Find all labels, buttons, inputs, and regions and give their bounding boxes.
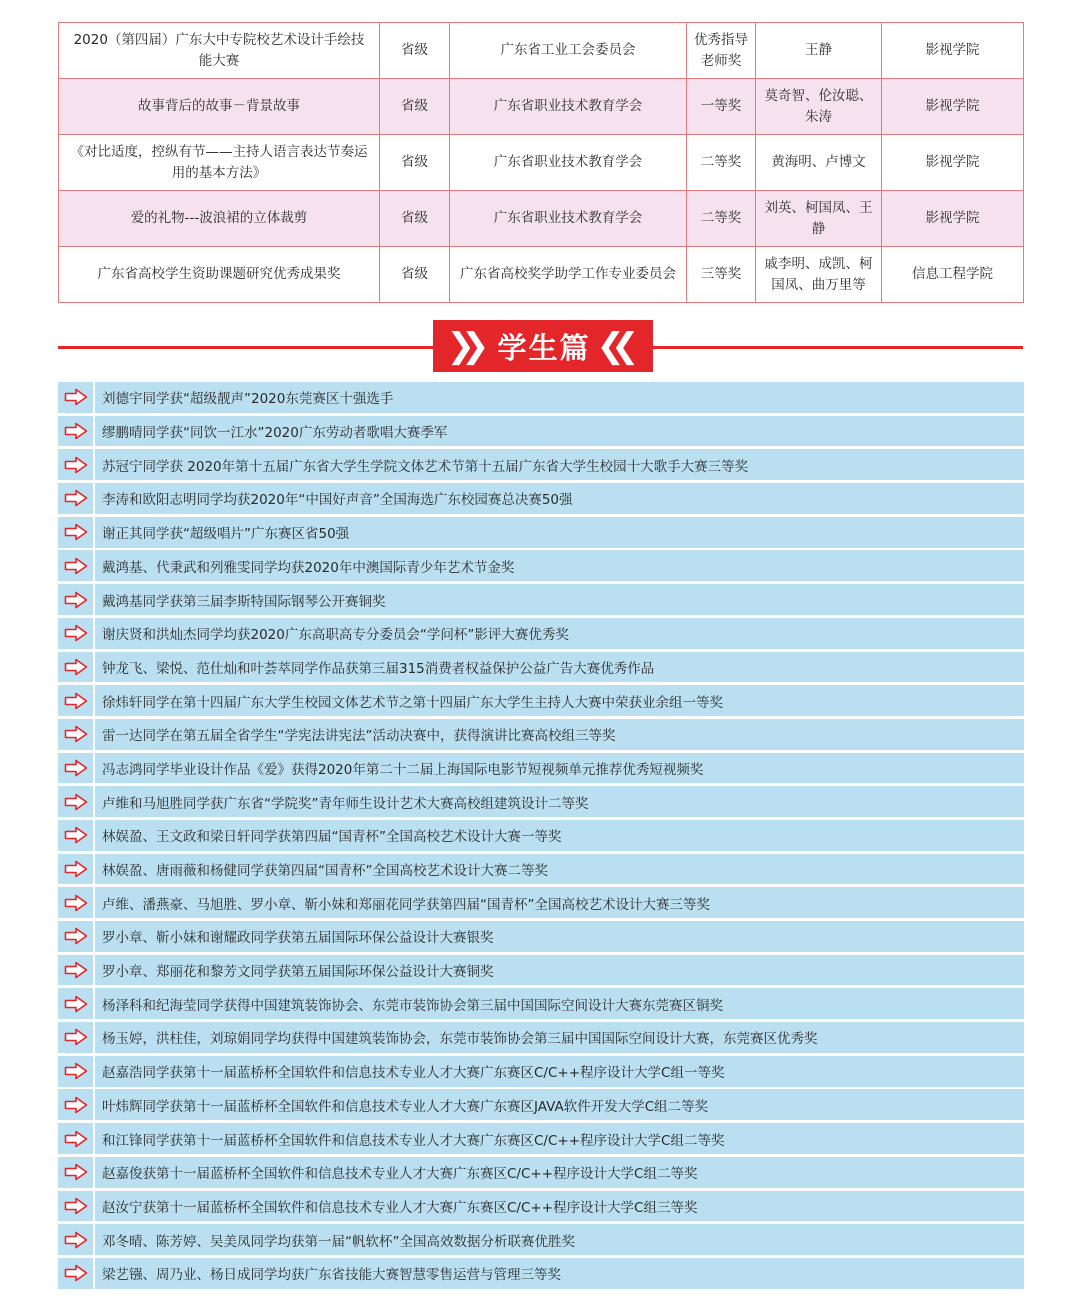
list-item-text: 林娱盈、唐雨薇和杨健同学获第四届“国青杯”全国高校艺术设计大赛二等奖 [102, 863, 548, 880]
arrow-right-icon [58, 685, 93, 716]
list-item-text: 卢维和马旭胜同学获广东省“学院奖”青年师生设计艺术大赛高校组建筑设计二等奖 [102, 795, 589, 812]
arrow-right-icon [58, 1258, 93, 1289]
list-item [58, 1022, 1024, 1053]
list-item [58, 1191, 1024, 1222]
list-item-text: 徐炜轩同学在第十四届广东大学生校园文体艺术节之第十四届广东大学生主持人大赛中荣获业余组一等奖 [102, 694, 723, 711]
table-row [59, 135, 1024, 191]
list-item-text: 卢维、潘燕豪、马旭胜、罗小章、靳小妹和郑丽花同学获第四届“国青杯”全国高校艺术设计大赛三等奖 [102, 896, 710, 913]
list-item [58, 618, 1024, 649]
award-college-cell: 影视学院 [882, 79, 1024, 135]
list-item [58, 887, 1024, 918]
arrow-right-icon [58, 753, 93, 784]
arrow-right-icon [58, 854, 93, 885]
award-level-cell: 省级 [380, 79, 450, 135]
section-title: 学生篇 [497, 330, 591, 365]
award-winners-cell: 刘英、柯国凤、王静 [756, 191, 882, 247]
list-item-text: 冯志鸿同学毕业设计作品《爱》获得2020年第二十二届上海国际电影节短视频单元推荐优秀短视频奖 [102, 761, 704, 778]
arrow-right-icon [58, 955, 93, 986]
list-item [58, 921, 1024, 952]
award-organizer-cell: 广东省高校奖学助学工作专业委员会 [450, 247, 687, 303]
arrow-right-icon [58, 382, 93, 413]
list-item-text: 戴鸿基、代秉武和列雅雯同学均获2020年中澳国际青少年艺术节金奖 [102, 559, 515, 576]
arrow-right-icon [58, 1123, 93, 1154]
list-item [58, 685, 1024, 716]
arrow-right-icon [58, 652, 93, 683]
arrow-right-icon [58, 1157, 93, 1188]
list-item-text: 赵嘉浩同学获第十一届蓝桥杯全国软件和信息技术专业人才大赛广东赛区C/C++程序设计大学C组一等奖 [102, 1065, 725, 1082]
award-level-cell: 省级 [380, 135, 450, 191]
table-row [59, 191, 1024, 247]
award-level-cell: 省级 [380, 191, 450, 247]
arrow-right-icon [58, 820, 93, 851]
award-level-cell: 省级 [380, 23, 450, 79]
award-winners-cell: 黄海明、卢博文 [756, 135, 882, 191]
list-item [58, 517, 1024, 548]
list-item-text: 赵汝宁获第十一届蓝桥杯全国软件和信息技术专业人才大赛广东赛区C/C++程序设计大学C组三等奖 [102, 1199, 698, 1216]
list-item [58, 416, 1024, 447]
list-item [58, 1258, 1024, 1289]
arrow-right-icon [58, 449, 93, 480]
double-chevron-left-icon: ❮❮ [596, 326, 626, 366]
award-organizer-cell: 广东省工业工会委员会 [450, 23, 687, 79]
list-item [58, 584, 1024, 615]
section-banner [433, 320, 653, 372]
award-prize-cell: 一等奖 [687, 79, 756, 135]
arrow-right-icon [58, 1224, 93, 1255]
list-item-text: 邓冬晴、陈芳婷、吴美凤同学均获第一届“帆软杯”全国高效数据分析联赛优胜奖 [102, 1233, 575, 1250]
award-winners-cell: 戚李明、成凯、柯国凤、曲万里等 [756, 247, 882, 303]
arrow-right-icon [58, 1056, 93, 1087]
list-item-text: 和江锋同学获第十一届蓝桥杯全国软件和信息技术专业人才大赛广东赛区C/C++程序设计大学C组二等奖 [102, 1132, 725, 1149]
list-item [58, 1056, 1024, 1087]
table-row [59, 79, 1024, 135]
list-item-text: 罗小章、郑丽花和黎芳文同学获第五届国际环保公益设计大赛铜奖 [102, 964, 494, 981]
double-chevron-right-icon: ❯❯ [446, 326, 476, 366]
list-item [58, 483, 1024, 514]
award-organizer-cell: 广东省职业技术教育学会 [450, 135, 687, 191]
award-college-cell: 影视学院 [882, 23, 1024, 79]
list-item-text: 苏冠宁同学获 2020年第十五届广东省大学生学院文体艺术节第十五届广东省大学生校园十大歌手大赛三等奖 [102, 458, 749, 475]
arrow-right-icon [58, 550, 93, 581]
list-item-text: 缪鹏晴同学获“同饮一江水”2020广东劳动者歌唱大赛季军 [102, 425, 448, 442]
arrow-right-icon [58, 483, 93, 514]
arrow-right-icon [58, 517, 93, 548]
award-table [58, 22, 1024, 303]
arrow-right-icon [58, 719, 93, 750]
award-title-cell: 《对比适度，控纵有节——主持人语言表达节奏运用的基本方法》 [59, 135, 380, 191]
award-level-cell: 省级 [380, 247, 450, 303]
arrow-right-icon [58, 921, 93, 952]
table-row [59, 247, 1024, 303]
list-item-text: 谢庆贤和洪灿杰同学均获2020广东高职高专分委员会“学问杯”影评大赛优秀奖 [102, 627, 569, 644]
award-college-cell: 信息工程学院 [882, 247, 1024, 303]
arrow-right-icon [58, 786, 93, 817]
list-item-text: 赵嘉俊获第十一届蓝桥杯全国软件和信息技术专业人才大赛广东赛区C/C++程序设计大学C组二等奖 [102, 1166, 698, 1183]
award-winners-cell: 莫奇智、伦汝聪、朱涛 [756, 79, 882, 135]
arrow-right-icon [58, 988, 93, 1019]
award-table-body [59, 23, 1024, 303]
award-prize-cell: 优秀指导老师奖 [687, 23, 756, 79]
list-item [58, 753, 1024, 784]
list-item-text: 谢正其同学获“超级唱片”广东赛区省50强 [102, 526, 350, 543]
list-item-text: 罗小章、靳小妹和谢耀政同学获第五届国际环保公益设计大赛银奖 [102, 930, 494, 947]
award-college-cell: 影视学院 [882, 191, 1024, 247]
award-title-cell: 2020（第四届）广东大中专院校艺术设计手绘技能大赛 [59, 23, 380, 79]
award-organizer-cell: 广东省职业技术教育学会 [450, 79, 687, 135]
list-item-text: 雷一达同学在第五届全省学生“学宪法讲宪法”活动决赛中，获得演讲比赛高校组三等奖 [102, 728, 616, 745]
list-item [58, 820, 1024, 851]
list-item-text: 林娱盈、王文政和梁日轩同学获第四届“国青杯”全国高校艺术设计大赛一等奖 [102, 829, 562, 846]
list-item-text: 叶炜辉同学获第十一届蓝桥杯全国软件和信息技术专业人才大赛广东赛区JAVA软件开发大学C组二等奖 [102, 1098, 709, 1115]
list-item-text: 钟龙飞、梁悦、范仕灿和叶荟萃同学作品获第三届315消费者权益保护公益广告大赛优秀作品 [102, 660, 655, 677]
list-item [58, 786, 1024, 817]
award-title-cell: 爱的礼物---波浪裙的立体裁剪 [59, 191, 380, 247]
arrow-right-icon [58, 416, 93, 447]
list-item [58, 1123, 1024, 1154]
award-prize-cell: 二等奖 [687, 135, 756, 191]
list-item [58, 652, 1024, 683]
list-item [58, 719, 1024, 750]
list-item [58, 449, 1024, 480]
list-item [58, 988, 1024, 1019]
award-title-cell: 故事背后的故事－背景故事 [59, 79, 380, 135]
list-item [58, 955, 1024, 986]
award-prize-cell: 二等奖 [687, 191, 756, 247]
list-item [58, 382, 1024, 413]
arrow-right-icon [58, 887, 93, 918]
arrow-right-icon [58, 1089, 93, 1120]
list-item [58, 550, 1024, 581]
arrow-right-icon [58, 584, 93, 615]
student-achievement-list [58, 382, 1024, 1292]
list-item [58, 1224, 1024, 1255]
list-item-text: 梁艺镪、周乃业、杨日成同学均获广东省技能大赛智慧零售运营与管理三等奖 [102, 1267, 561, 1284]
award-college-cell: 影视学院 [882, 135, 1024, 191]
award-title-cell: 广东省高校学生资助课题研究优秀成果奖 [59, 247, 380, 303]
list-item-text: 李涛和欧阳志明同学均获2020年“中国好声音”全国海选广东校园赛总决赛50强 [102, 492, 573, 509]
award-prize-cell: 三等奖 [687, 247, 756, 303]
arrow-right-icon [58, 1022, 93, 1053]
list-item [58, 854, 1024, 885]
arrow-right-icon [58, 618, 93, 649]
arrow-right-icon [58, 1191, 93, 1222]
list-item-text: 戴鸿基同学获第三届李斯特国际钢琴公开赛铜奖 [102, 593, 386, 610]
list-item-text: 杨玉婷，洪柱佳，刘琼娟同学均获得中国建筑装饰协会，东莞市装饰协会第三届中国国际空间设计大赛，东莞赛区优秀奖 [102, 1031, 818, 1048]
list-item [58, 1157, 1024, 1188]
list-item [58, 1089, 1024, 1120]
award-organizer-cell: 广东省职业技术教育学会 [450, 191, 687, 247]
award-winners-cell: 王静 [756, 23, 882, 79]
list-item-text: 刘德宇同学获“超级靓声”2020东莞赛区十强选手 [102, 391, 394, 408]
table-row [59, 23, 1024, 79]
list-item-text: 杨泽科和纪海莹同学获得中国建筑装饰协会、东莞市装饰协会第三届中国国际空间设计大赛东莞赛区铜奖 [102, 997, 723, 1014]
